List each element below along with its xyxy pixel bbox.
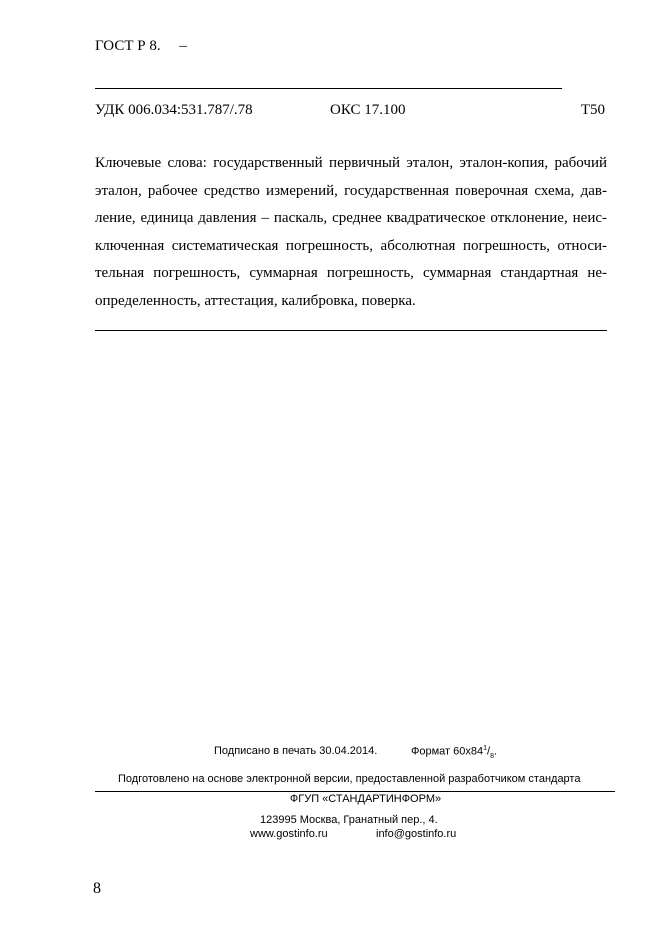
document-header-title: ГОСТ Р 8. – [95, 38, 187, 54]
category-code: Т50 [580, 102, 605, 118]
format-label: Формат 60x84 [411, 745, 484, 758]
keywords-paragraph [95, 150, 607, 316]
udk-code: УДК 006.034:531.787/.78 [95, 102, 253, 118]
paper-format: Формат $60x84^1/_8$. [411, 745, 498, 760]
signed-date: Подписано в печать 30.04.2014. [214, 745, 378, 757]
keywords-rule [95, 330, 607, 331]
format-denominator: 8 [490, 752, 494, 760]
header-rule [95, 88, 562, 89]
publisher-email: info@gostinfo.ru [376, 828, 457, 840]
oks-code: ОКС 17.100 [330, 102, 406, 118]
keywords-line: тельная погрешность, суммарная погрешность, суммарная стандартная не- [95, 265, 607, 282]
imprint-rule [95, 791, 615, 792]
keywords-line: Ключевые слова: государственный первичный эталон, эталон-копия, рабочий [95, 155, 607, 171]
prepared-note: Подготовлено на основе электронной версии, предоставленной разработчиком стандарта [118, 773, 581, 785]
publisher-address: 123995 Москва, Гранатный пер., 4. [260, 814, 438, 826]
publisher-website: www.gostinfo.ru [250, 828, 328, 840]
classification-row [95, 102, 605, 122]
keywords-line: определенность, аттестация, калибровка, поверка. [95, 292, 416, 309]
page-number: 8 [93, 880, 101, 897]
format-numerator: 1 [483, 745, 488, 752]
keywords-line: эталон, рабочее средство измерений, государственная поверочная схема, дав- [95, 182, 607, 199]
keywords-line: ление, единица давления – паскаль, среднее квадратическое отклонение, неис- [95, 210, 607, 227]
keywords-line: ключенная систематическая погрешность, абсолютная погрешность, относи- [95, 237, 607, 254]
format-end: . [493, 745, 498, 758]
publisher-name: ФГУП «СТАНДАРТИНФОРМ» [289, 793, 442, 805]
